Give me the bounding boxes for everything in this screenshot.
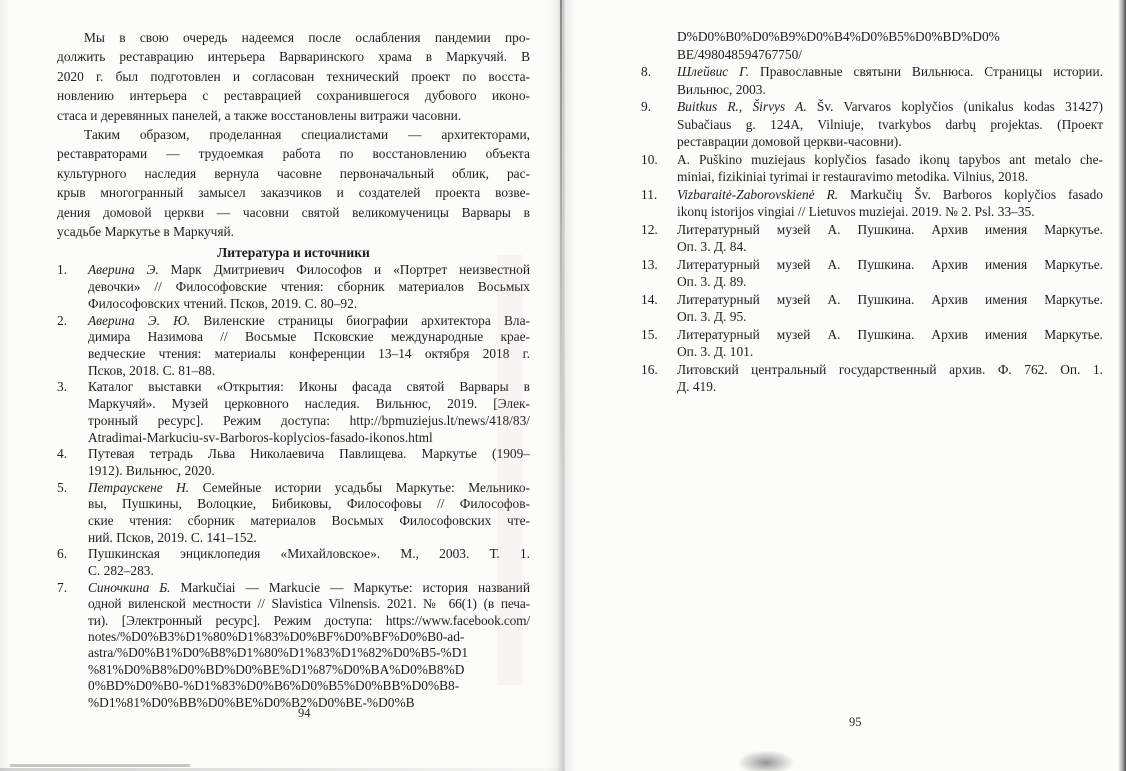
text-line: Subačiaus g. 124A, Vilniuje, tvarkybos darbų projektas. (Проект: [677, 116, 1103, 132]
text-line: новлению интерьера с реставрацией сохранившегося дубового иконо-: [57, 88, 530, 104]
bib-author: Шлейвис Г.: [677, 64, 750, 79]
bibliography-item: [641, 361, 1103, 396]
text-line: Мы в свою очередь надеемся после ослабления пандемии про-: [84, 30, 530, 45]
text-line: BE/498048594767750/: [677, 46, 802, 62]
bib-item-text: [677, 63, 1103, 98]
text-line: Таким образом, проделанная специалистами — архитекторами,: [84, 127, 530, 143]
bib-item-text: [88, 262, 530, 312]
scan-edge-right: [1118, 0, 1126, 771]
bibliography-item: [641, 151, 1103, 186]
bibliography-item: [641, 326, 1103, 361]
url-continuation-block: [677, 28, 1103, 63]
text-line: девочки» // Философовские чтения: сборник материалов Восьмых: [88, 279, 530, 295]
bibliography-item: [641, 186, 1103, 221]
bib-item-text: [677, 326, 1103, 361]
text-line: notes/%D0%B3%D1%80%D1%83%D0%BF%D0%BF%D0%B0-ad-: [88, 629, 465, 645]
bib-item-text: [677, 98, 1103, 151]
text-line: Философовских чтений. Псков, 2019. С. 80–92.: [88, 295, 358, 311]
text-line: %D1%81%D0%BB%D0%BE%D0%B2%D0%BE-%D0%B: [88, 694, 415, 710]
bib-item-number: 2.: [57, 312, 68, 328]
text-line: реставрации домовой церкви-часовни).: [677, 134, 902, 149]
text-line: Atradimai-Markuciu-sv-Barboros-koplycios-fasado-ikonos.html: [88, 429, 433, 445]
page-right: [641, 28, 1103, 396]
bib-item-text: [677, 186, 1103, 221]
text-line: реставраторами — трудоемкая работа по восстановлению объекта: [57, 146, 530, 162]
text-line: Д. 419.: [677, 379, 717, 394]
bibliography-item: [57, 446, 530, 479]
text-line: Литовский центральный государственный архив. Ф. 762. Оп. 1.: [677, 361, 1103, 377]
bib-item-number: 1.: [57, 262, 68, 278]
bib-item-number: 6.: [57, 546, 68, 562]
bib-author: Аверина Э. Ю.: [88, 312, 191, 328]
text-line: тронный ресурс]. Режим доступа: http://bpmuziejus.lt/news/418/83/: [88, 412, 530, 428]
bibliography-item: [57, 580, 530, 711]
page-number-right: 95: [849, 715, 862, 729]
scan-bottom-smudge: [737, 750, 795, 771]
bib-item-text: [677, 151, 1103, 186]
text-line: Каталог выставки «Открытия: Иконы фасада святой Варвары в: [88, 379, 530, 395]
text-line: Оп. 3. Д. 89.: [677, 274, 747, 289]
text-line: astra/%D0%B1%D0%B8%D1%80%D1%83%D1%82%D0%B5-%D1: [88, 645, 469, 661]
text-line: Аверина Э. Марк Дмитриевич Философов и «Портрет неизвестной: [88, 262, 530, 278]
text-line: Псков, 2018. С. 81–88.: [88, 362, 216, 378]
text-line: ikonų istorijos vingiai // Lietuvos muziejai. 2019. № 2. Psl. 33–35.: [677, 204, 1035, 219]
text-line: крыв многогранный замысел заказчиков и создателей проекта возве-: [57, 185, 530, 201]
bib-item-text: [88, 480, 530, 547]
text-line: усадьбе Маркутье в Маркучяй.: [57, 224, 235, 240]
text-line: miniai, fizikiniai tyrimai ir restauravimo metodika. Vilnius, 2018.: [677, 169, 1029, 184]
text-line: должить реставрацию интерьера Варваринского храма в Маркучяй. В: [57, 49, 530, 65]
bibliography-item: [57, 379, 530, 446]
bibliography-item: [641, 63, 1103, 98]
bib-item-text: [88, 580, 530, 711]
scan-bottom-streak: [10, 764, 190, 767]
text-line: С. 282–283.: [88, 563, 154, 579]
text-line: ти). [Электронный ресурс]. Режим доступа: https://www.facebook.com/: [88, 612, 530, 628]
text-line: %81%D0%B8%D0%BD%D0%BE%D1%87%D0%BA%D0%B8%D: [88, 661, 465, 677]
text-line: Маркучяй». Музей церковного наследия. Вильнюс, 2019. [Элек-: [88, 396, 530, 412]
bib-author: Vizbaraitė-Zaborovskienė R.: [677, 186, 839, 202]
bib-item-text: [677, 291, 1103, 326]
bibliography-item: [641, 256, 1103, 291]
text-line: 1912). Вильнюс, 2020.: [88, 462, 215, 478]
text-line: Вильнюс, 2003.: [677, 81, 766, 97]
text-line: димира Назимова // Восьмые Псковские международные крае-: [88, 329, 530, 345]
bibliography-item: [641, 221, 1103, 256]
bib-item-number: 10.: [641, 151, 658, 167]
paragraph: [57, 125, 530, 241]
text-line: Шлейвис Г. Православные святыни Вильнюса. Страницы истории.: [677, 64, 1103, 79]
text-line: Петраускене Н. Семейные истории усадьбы Маркутье: Мельнико-: [88, 479, 530, 495]
page-left: [57, 28, 530, 711]
bib-item-number: 15.: [641, 326, 658, 342]
bib-item-text: [677, 256, 1103, 291]
bibliography-items-8-16: [641, 63, 1103, 396]
bib-author: Синочкина Б.: [88, 579, 171, 595]
gutter-fold-line: [560, 0, 562, 480]
bib-author: Петраускене Н.: [88, 479, 190, 495]
text-line: вы, Пушкины, Волоцкие, Бибиковы, Философовы // Философов-: [88, 496, 530, 512]
bib-item-number: 9.: [641, 99, 652, 114]
text-line: Пушкинская энциклопедия «Михайловское». М., 2003. Т. 1.: [88, 546, 530, 562]
bib-item-number: 5.: [57, 479, 68, 495]
text-line: стаса и деревянных панелей, а также восстановлены витражи часовни.: [57, 107, 462, 123]
scan-edge-left: [0, 0, 10, 771]
bibliography-items-1-7: [57, 262, 530, 711]
text-line: ведческие чтения: материалы конференции 13–14 октября 2018 г.: [88, 345, 530, 361]
bib-item-number: 7.: [57, 579, 68, 595]
bibliography-item: [57, 313, 530, 380]
bib-item-number: 16.: [641, 361, 658, 377]
bib-item-text: [88, 313, 530, 380]
text-line: ний. Псков, 2019. С. 141–152.: [88, 529, 257, 545]
bibliography-item: [641, 98, 1103, 151]
bib-item-text: [88, 446, 530, 479]
text-line: ские чтения: сборник материалов Восьмых Философовских чте-: [88, 513, 530, 529]
text-line: культурного наследия вернула часовне первоначальный облик, рас-: [57, 165, 530, 181]
bibliography-item: [57, 480, 530, 547]
bib-item-number: 11.: [641, 186, 658, 202]
text-line: Оп. 3. Д. 101.: [677, 344, 754, 359]
text-line: Синочкина Б. Markučiai — Markucie — Маркутье: история названий: [88, 579, 530, 595]
text-line: 2020 г. был подготовлен и согласован технический проект по восста-: [57, 68, 530, 84]
bib-item-number: 14.: [641, 291, 658, 307]
bib-item-number: 8.: [641, 64, 652, 79]
bib-item-number: 12.: [641, 221, 658, 237]
bib-item-text: [88, 546, 530, 579]
text-line: D%D0%B0%D0%B9%D0%B4%D0%B5%D0%BD%D0%: [677, 29, 1000, 44]
section-heading: Литература и источники: [217, 245, 370, 261]
text-line: 0%BD%D0%B0-%D1%83%D0%B6%D0%B5%D0%BB%D0%B8-: [88, 678, 460, 694]
bibliography-item: [57, 262, 530, 312]
bib-item-text: [88, 379, 530, 446]
text-line: Литературный музей А. Пушкина. Архив имения Маркутье.: [677, 291, 1103, 307]
bib-item-number: 3.: [57, 379, 68, 395]
text-line: Литературный музей А. Пушкина. Архив имения Маркутье.: [677, 221, 1103, 237]
text-line: Оп. 3. Д. 95.: [677, 309, 747, 324]
text-line: Литературный музей А. Пушкина. Архив имения Маркутье.: [677, 256, 1103, 272]
paragraph: [57, 28, 530, 125]
page-number-left: 94: [298, 706, 311, 720]
gutter-shadow: [546, 0, 576, 771]
bib-item-text: [677, 221, 1103, 256]
bibliography-item: [57, 546, 530, 579]
bibliography-item: [641, 291, 1103, 326]
text-line: Оп. 3. Д. 84.: [677, 239, 747, 254]
text-line: одной виленской местности // Slavistica Vilnensis. 2021. № 66(1) (в печа-: [88, 596, 530, 612]
bib-author: Buitkus R., Širvys A.: [677, 99, 807, 114]
bib-item-number: 4.: [57, 446, 68, 462]
text-line: дения домовой церкви — часовни святой великомученицы Варвары в: [57, 204, 530, 220]
bib-author: Аверина Э.: [88, 262, 159, 278]
bib-item-text: [677, 361, 1103, 396]
text-line: Buitkus R., Širvys A. Šv. Varvaros koplyčios (unikalus kodas 31427): [677, 99, 1104, 114]
text-line: A. Puškino muziejaus koplyčios fasado ikonų tapybos ant metalo che-: [677, 151, 1103, 167]
text-line: Литературный музей А. Пушкина. Архив имения Маркутье.: [677, 326, 1103, 342]
body-paragraphs: [57, 28, 530, 241]
bib-item-number: 13.: [641, 256, 658, 272]
text-line: Vizbaraitė-Zaborovskienė R. Markučių Šv. Barboros koplyčios fasado: [677, 186, 1103, 202]
text-line: Путевая тетрадь Льва Николаевича Павлищева. Маркутье (1909–: [88, 446, 530, 462]
text-line: Аверина Э. Ю. Виленские страницы биографии архитектора Вла-: [88, 312, 530, 328]
